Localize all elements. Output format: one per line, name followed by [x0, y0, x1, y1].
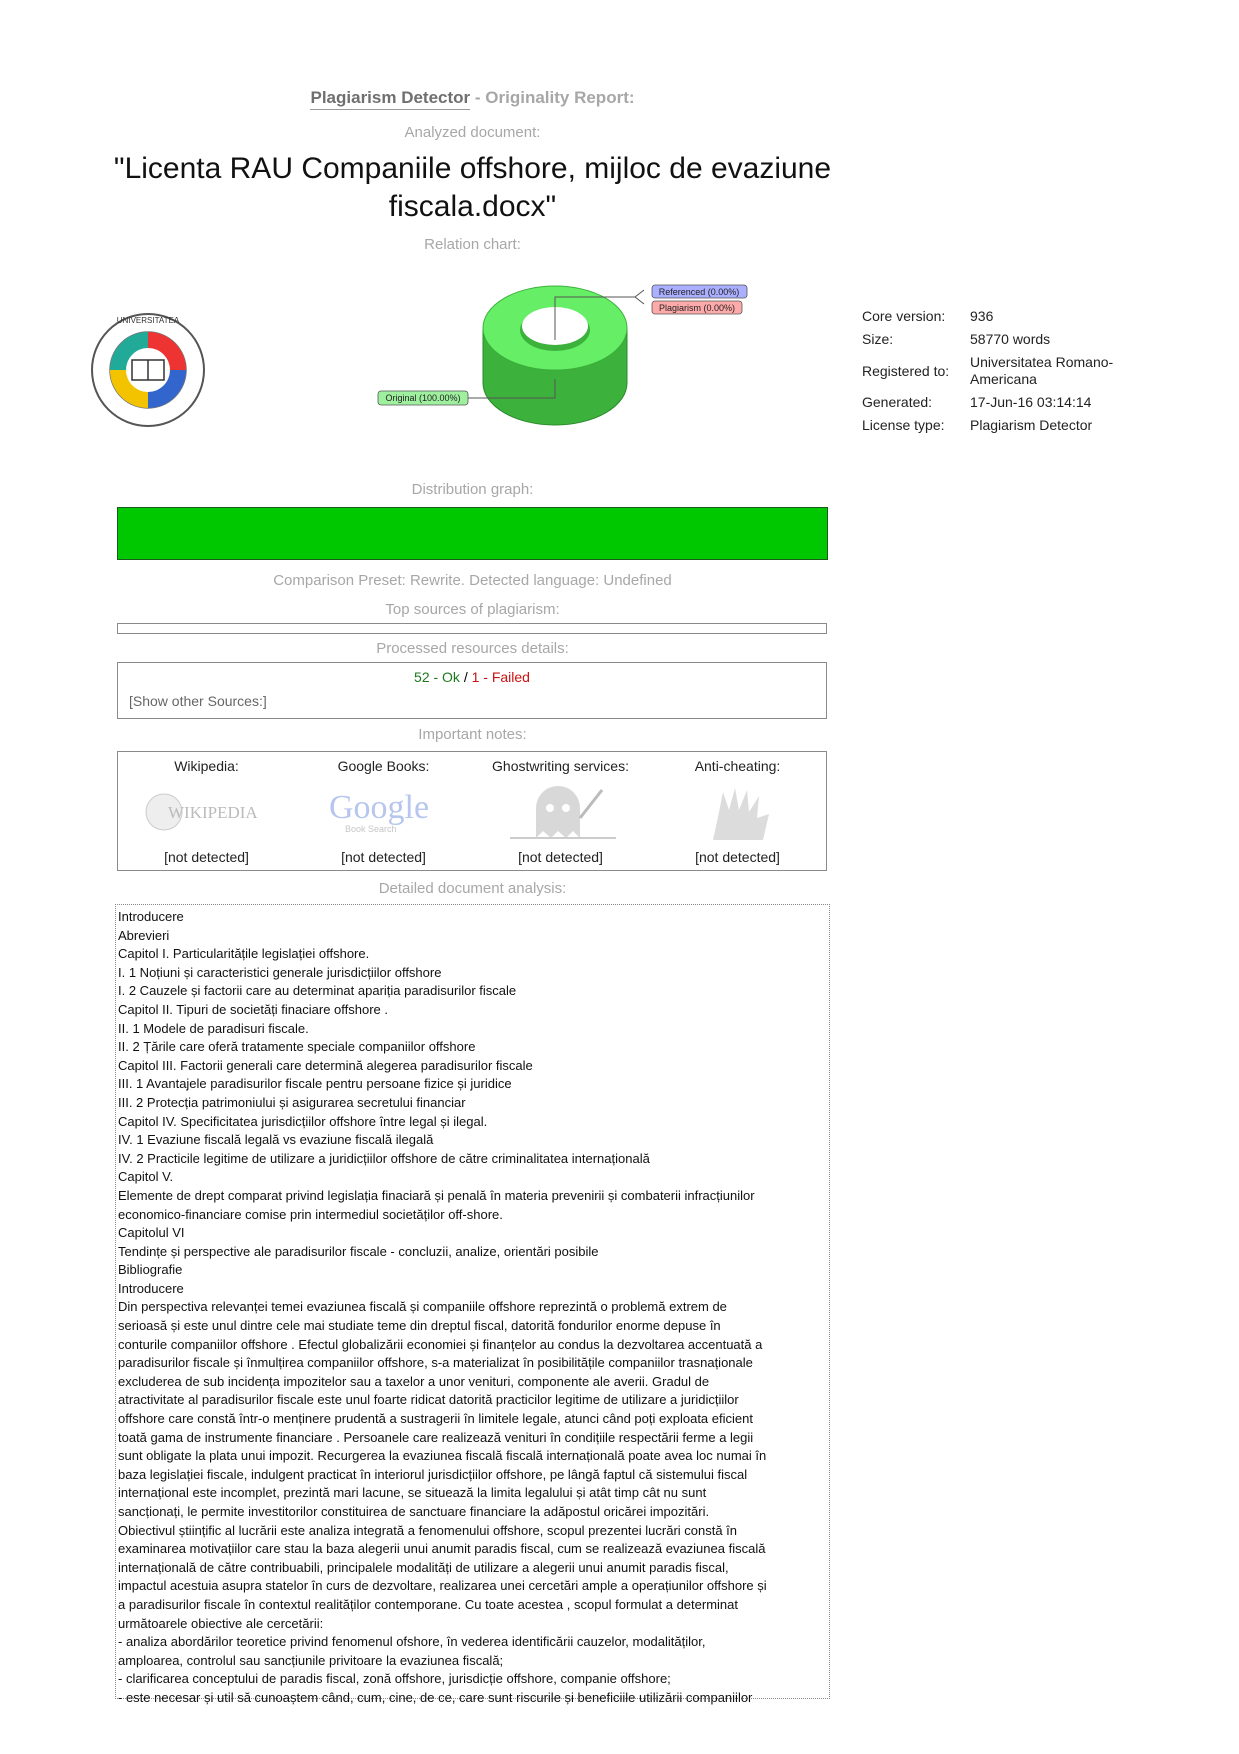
ghost-icon	[496, 784, 626, 840]
analysis-line: III. 2 Protecția patrimoniului și asigurarea secretului financiar	[118, 1094, 466, 1110]
note-title: Ghostwriting services:	[492, 758, 629, 774]
processed-resources-label: Processed resources details:	[376, 640, 569, 657]
analysis-line: Capitol III. Factorii generali care determină alegerea paradisurilor fiscale	[118, 1057, 533, 1073]
analysis-line: Bibliografie	[118, 1262, 183, 1278]
analysis-line: Capitol I. Particularitățile legislației offshore.	[118, 946, 370, 962]
meta-row	[862, 328, 1152, 351]
google-books-logo-icon	[319, 784, 449, 840]
relation-chart	[385, 285, 840, 455]
meta-key: Generated:	[862, 394, 933, 410]
meta-value: Plagiarism Detector	[970, 417, 1093, 433]
analysis-line: Capitolul VI	[118, 1225, 185, 1241]
analysis-text	[116, 905, 829, 1708]
wikipedia-logo-text: WIKIPEDIA	[168, 803, 258, 822]
analysis-line: Capitol V.	[118, 1169, 174, 1185]
important-notes-label: Important notes:	[418, 726, 527, 743]
analysis-line: II. 2 Țările care oferă tratamente speciale companiilor offshore	[118, 1039, 476, 1055]
analysis-line: a paradisurilor fiscale în contextul realităților contemporane. Cu toate acestea , scopul formulat a determinat	[118, 1596, 738, 1612]
note-status: [not detected]	[518, 849, 603, 865]
note-ghostwriting	[472, 752, 649, 870]
analysis-line: următoarele obiective ale cercetării:	[118, 1615, 324, 1631]
failed-count: 1 - Failed	[471, 669, 530, 685]
analysis-line: Elemente de drept comparat privind legislația finaciară și penală în materia prevenirii și combaterii infracțiunilor	[118, 1187, 755, 1203]
plagiarism-label: Plagiarism (0.00%)	[658, 303, 736, 313]
analysis-line: Din perspectiva relevanței temei evaziunea fiscală și companiile offshore reprezintă o problemă extrem de	[118, 1299, 727, 1315]
analysis-line: I. 1 Noțiuni și caracteristici generale jurisdicțiilor offshore	[118, 964, 442, 980]
note-wikipedia	[118, 752, 295, 870]
processed-resources-box	[117, 662, 827, 719]
analysis-line: Obiectivul științific al lucrării este analiza integrată a fenomenului offshore, scopul prezentei lucrări constă în	[118, 1522, 738, 1538]
note-anti-cheating	[649, 752, 826, 870]
top-sources-list	[117, 623, 827, 634]
analysis-line: impactul acestuia asupra statelor în curs de dezvoltare, realizarea unei cercetări ample a operațiunilor offshore și	[118, 1578, 767, 1594]
referenced-label: Referenced (0.00%)	[658, 287, 740, 297]
status-separator: /	[459, 669, 472, 685]
analysis-line: atractivitate al paradisurilor fiscale este unul foarte ridicat datorită practicilor legitime de utilizare a juridicțiilor	[118, 1392, 739, 1408]
google-logo-text: Google	[329, 789, 430, 826]
ok-count: 52 - Ok	[414, 669, 460, 685]
relation-chart-label: Relation chart:	[424, 236, 521, 253]
hand-icon	[673, 784, 803, 840]
note-google-books	[295, 752, 472, 870]
svg-text:UNIVERSITATEA: UNIVERSITATEA	[116, 316, 180, 325]
analysis-line: examinarea motivațiilor care stau la baza alegerii unui anumit paradis fiscal, cum se realizează evaziunea fiscală	[118, 1541, 766, 1557]
analysis-line: Capitol II. Tipuri de societăți finaciare offshore .	[118, 1001, 389, 1017]
analysis-line: Introducere	[118, 1280, 184, 1296]
university-seal-logo	[88, 310, 208, 430]
brand-name[interactable]: Plagiarism Detector	[310, 88, 470, 110]
analysis-line: conturile companiilor offshore . Efectul globalizării economiei și finanțelor au condus la dezvoltarea accentuată a	[118, 1336, 763, 1352]
analysis-line: excluderea de sub incidența impozitelor sau a taxelor a unor venituri, componente ale averii. Gradul de	[118, 1373, 710, 1389]
analysis-line: IV. 2 Practicile legitime de utilizare a juridicțiilor offshore de către criminalitatea internațională	[118, 1150, 650, 1166]
document-title: "Licenta RAU Companiile offshore, mijloc de evaziune fiscala.docx"	[113, 152, 832, 223]
meta-key: Core version:	[862, 308, 946, 324]
analysis-line: - clarificarea conceptului de paradis fiscal, zonă offshore, jurisdicție offshore, companie offshore;	[118, 1671, 671, 1687]
analysis-line: baza legislației fiscale, indulgent practicat în interiorul jurisdicțiilor offshore, pe lângă faptul că sistemului fiscal	[118, 1466, 748, 1482]
analysis-line: toată gama de instrumente financiare . Persoanele care realizează venituri în condițiile respectării ferme a legii	[118, 1429, 754, 1445]
report-title: Originality Report:	[485, 88, 635, 107]
analysis-line: Abrevieri	[118, 927, 170, 943]
note-status: [not detected]	[164, 849, 249, 865]
top-sources-label: Top sources of plagiarism:	[385, 601, 560, 618]
meta-value: Universitatea Romano-Americana	[970, 354, 1114, 387]
analysis-line: economico-financiare comise prin intermediul societăților off-shore.	[118, 1206, 503, 1222]
comparison-preset: Comparison Preset: Rewrite. Detected language: Undefined	[273, 572, 672, 589]
important-notes-box	[117, 751, 827, 871]
note-title: Wikipedia:	[174, 758, 239, 774]
note-title: Anti-cheating:	[694, 758, 781, 774]
analysis-line: paradisurilor fiscale și înmulțirea companiilor offshore, s-a materializat în posibilitățile companiilor trasnaționale	[118, 1355, 753, 1371]
google-logo-subtext: Book Search	[345, 824, 397, 834]
meta-row	[862, 305, 1152, 328]
show-other-sources-link[interactable]: [Show other Sources:]	[129, 693, 267, 709]
analysis-line: Tendințe și perspective ale paradisurilor fiscale - concluzii, analize, orientări posibile	[118, 1243, 599, 1259]
detailed-analysis-label: Detailed document analysis:	[378, 880, 567, 897]
meta-key: Registered to:	[862, 362, 950, 379]
analysis-line: II. 1 Modele de paradisuri fiscale.	[118, 1020, 309, 1036]
analysis-line: sunt obligate la plata unui impozit. Recurgerea la evaziunea fiscală fiscală internațională poate avea loc numai în	[118, 1448, 767, 1464]
meta-key: License type:	[862, 417, 945, 433]
wikipedia-logo-icon	[142, 784, 272, 840]
analysis-line: internațională de către contribuabili, principalele modalități de utilizare a alegerii unui anumit paradis fiscal,	[118, 1559, 729, 1575]
note-title: Google Books:	[337, 758, 430, 774]
analyzed-label: Analyzed document:	[404, 124, 541, 141]
analysis-line: serioasă și este unul dintre cele mai studiate teme din dreptul fiscal, datorită fondurilor enorme depuse în	[118, 1318, 721, 1334]
meta-row	[862, 391, 1152, 414]
original-label: Original (100.00%)	[385, 393, 461, 403]
analysis-line: Capitol IV. Specificitatea jurisdicțiilor offshore între legal și ilegal.	[118, 1113, 488, 1129]
analysis-line: - analiza abordărilor teoretice privind fenomenul ofshore, în vederea identificării cauzelor, modalităților,	[118, 1634, 706, 1650]
analysis-line: Introducere	[118, 909, 184, 924]
analysis-line: sancționați, le permite investitorilor constituirea de sanctuare financiare la adăpostul oricărei impozitări.	[118, 1504, 710, 1519]
meta-key: Size:	[862, 331, 894, 347]
analysis-line: offshore care constă într-o menținere prudentă a sustragerii în limitele legale, atunci când poți exploata eficient	[118, 1411, 753, 1427]
meta-value: 58770 words	[970, 331, 1051, 347]
distribution-graph-label: Distribution graph:	[411, 481, 534, 498]
processed-status	[118, 669, 826, 685]
meta-value: 936	[970, 308, 994, 324]
note-status: [not detected]	[341, 849, 426, 865]
analysis-line: IV. 1 Evaziune fiscală legală vs evaziune fiscală ilegală	[118, 1132, 434, 1148]
report-metadata	[862, 305, 1152, 437]
analysis-line: internațional este incomplet, prezintă mari lacune, se situează la limita legalului și atât timp cât nu sunt	[118, 1485, 707, 1501]
analysis-line: I. 2 Cauzele și factorii care au determinat apariția paradisurilor fiscale	[118, 983, 517, 999]
analysis-line: - este necesar și util să cunoaștem când, cum, cine, de ce, care sunt riscurile și beneficiile utilizării companiilor	[118, 1689, 753, 1705]
report-header	[200, 88, 745, 108]
note-status: [not detected]	[695, 849, 780, 865]
meta-value: 17-Jun-16 03:14:14	[970, 394, 1092, 410]
header-separator: -	[470, 88, 486, 107]
meta-row	[862, 414, 1152, 437]
analysis-line: III. 1 Avantajele paradisurilor fiscale pentru persoane fizice și juridice	[118, 1076, 512, 1092]
distribution-graph-bar	[117, 507, 828, 560]
meta-row	[862, 351, 1152, 391]
analysis-line: amploarea, controlul sau sancțiunile privitoare la evaziunea fiscală;	[118, 1652, 504, 1668]
detailed-analysis-box[interactable]	[115, 904, 830, 1705]
